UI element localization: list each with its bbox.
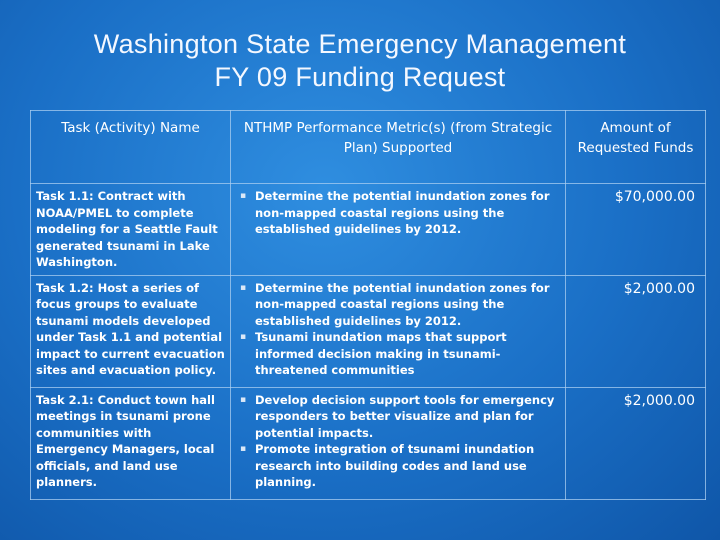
metrics-cell [231,387,566,499]
header-metric: NTHMP Performance Metric(s) (from Strategic Plan) Supported [231,111,566,184]
table-header-row [31,111,706,184]
bullet-icon: ▪ [240,394,247,405]
metric-item [236,329,560,379]
bullet-icon: ▪ [240,191,247,201]
metric-text: Tsunami inundation maps that support informed decision making in tsunami-threatened communities [255,330,507,377]
metric-text: Develop decision support tools for emergency responders to better visualize and plan for potential impacts. [255,392,555,440]
table-row [31,387,706,499]
metric-item [236,188,560,238]
bullet-icon: ▪ [240,282,247,293]
metric-text: Promote integration of tsunami inundation research into building codes and land use planning. [255,442,535,489]
bullet-icon: ▪ [240,444,247,454]
metrics-cell [231,275,566,387]
amount-cell: $2,000.00 [566,387,706,499]
slide-title [0,28,720,94]
amount-cell: $70,000.00 [566,184,706,276]
table-row [31,184,706,276]
task-cell: Task 1.2: Host a series of focus groups to evaluate tsunami models developed under Task 1.1 and potential impact to current evacuation sites and evacuation policy. [31,275,231,387]
title-line-1: Washington State Emergency Management [93,29,627,59]
metric-item [236,441,560,491]
header-task: Task (Activity) Name [31,111,231,184]
task-cell: Task 2.1: Conduct town hall meetings in tsunami prone communities with Emergency Managers, local officials, and land use planners. [31,387,231,499]
funding-table [30,110,706,500]
bullet-icon: ▪ [240,332,247,342]
metric-text: Determine the potential inundation zones for non-mapped coastal regions using the established guidelines by 2012. [255,189,550,236]
title-line-2: FY 09 Funding Request [214,62,506,92]
metrics-list [236,280,560,379]
metric-text: Determine the potential inundation zones for non-mapped coastal regions using the established guidelines by 2012. [255,280,550,328]
header-amount: Amount of Requested Funds [566,111,706,184]
table-row [31,275,706,387]
metric-item [236,280,560,330]
metrics-cell [231,184,566,276]
metrics-list [236,392,560,491]
amount-cell: $2,000.00 [566,275,706,387]
metrics-list [236,188,560,238]
task-cell: Task 1.1: Contract with NOAA/PMEL to complete modeling for a Seattle Fault generated tsunami in Lake Washington. [31,184,231,276]
metric-item [236,392,560,442]
